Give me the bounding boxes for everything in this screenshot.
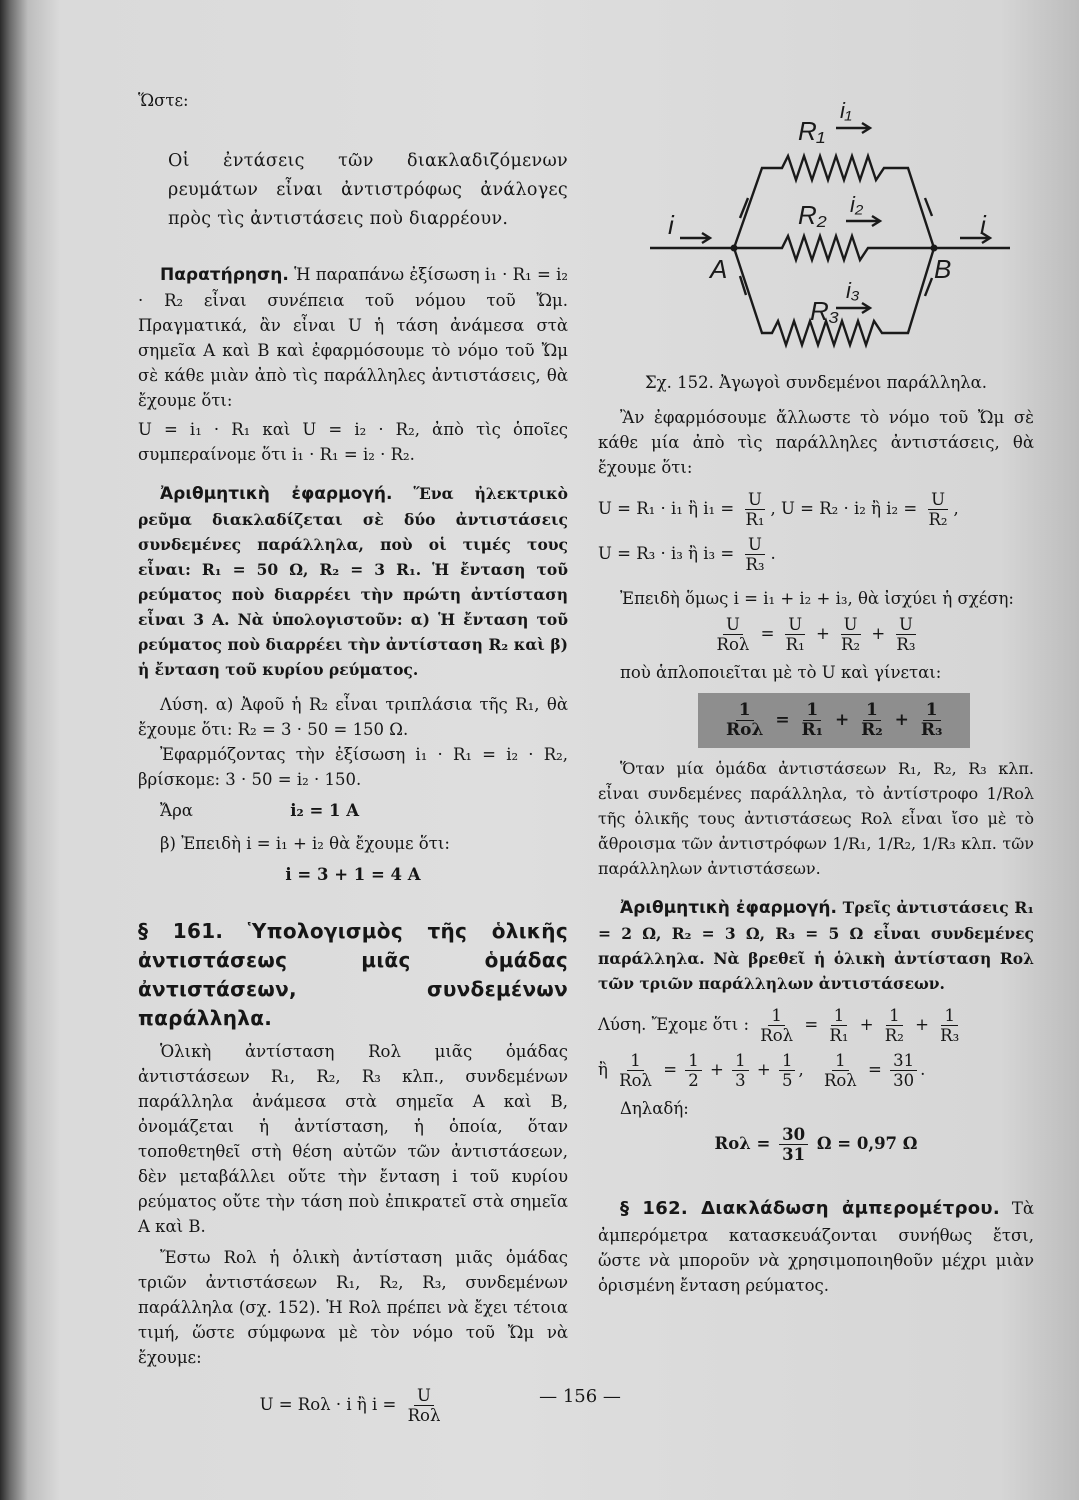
eq1-frac1: $\frac{U}{\text{R₁}}$	[745, 490, 765, 529]
label-r2: R₂	[798, 200, 827, 230]
eq2-a: U = R₃ · i₃ ἢ i₃ =	[598, 544, 735, 563]
right-solution-line: Λύση. Ἔχομε ὅτι : $\frac{1}{\text{Rολ}}$ = $\frac{1}{\text{R₁}}$ + $\frac{1}{\text{R₂}}$ + $\frac{1}{\text{R₃}}$	[598, 1006, 960, 1045]
figure-caption: Σχ. 152. Ἀγωγοὶ συνδεμένοι παράλληλα.	[644, 373, 988, 392]
therefore-word: Ἄρα	[160, 801, 193, 820]
therefore-line	[138, 798, 568, 823]
example-text: Ἕνα ἠλεκτρικὸ ρεῦμα διακλαδίζεται σὲ δύο ἀντιστάσεις συνδεμένες παράλληλα, ποὺ οἱ τιμές τους εἶναι: R₁ = 50 Ω, R₂ = 3 R₁. Ἡ ἔνταση τοῦ ρεύματος ποὺ διαρρέει τὴν πρώτη ἀντίσταση εἶναι 3 A. Νὰ ὑπολογιστοῦν: α) Ἡ ἔνταση τοῦ ρεύματος ποὺ διαρρέει τὴν ἀντίσταση R₂ καὶ β) ἡ ἔνταση τοῦ κυρίου ρεύματος.	[138, 484, 568, 679]
namely-line: Δηλαδή:	[620, 1099, 689, 1118]
final-result-value: = 0,97 Ω	[837, 1134, 918, 1153]
rule-statement: Οἱ ἐντάσεις τῶν διακλαδιζόμενων ρευμάτων εἶναι ἀντιστρόφως ἀνάλογες πρὸς τὶς ἀντιστάσεις ποὺ διαρρέουν.	[168, 151, 568, 229]
final-equation	[138, 1386, 568, 1425]
label-i1: i₁	[840, 98, 852, 123]
remark-equation: U = i₁ · R₁ καὶ U = i₂ · R₂, ἀπὸ τὶς ὁποῖες συμπεραίνομε ὅτι i₁ · R₁ = i₂ · R₂.	[138, 420, 568, 464]
label-r1: R₁	[798, 116, 825, 146]
eq1-a: U = R₁ · i₁ ἢ i₁ =	[598, 499, 735, 518]
label-i2: i₂	[850, 192, 864, 217]
eq-line-2: U = R₃ · i₃ ἢ i₃ = $\frac{U}{\text{R₃}}$ .	[598, 535, 776, 574]
section-161-title: § 161. Ὑπολογισμὸς τῆς ὁλικῆς ἀντιστάσεως μιᾶς ὁμάδας ἀντιστάσεων, συνδεμένων παράλληλα.	[138, 919, 568, 1030]
i-result: i = 3 + 1 = 4 A	[285, 865, 421, 884]
solution-a2: Ἐφαρμόζοντας τὴν ἐξίσωση i₁ · R₁ = i₂ · R₂, βρίσκομε: 3 · 50 = i₂ · 150.	[138, 745, 568, 789]
section-162-text: Τὰ ἀμπερόμετρα κατασκευάζονται συνήθως ἔτσι, ὥστε νὰ μποροῦν νὰ χρησιμοποιηθοῦν μέχρι μιὰν ὁρισμένη ἔνταση ρεύματος.	[598, 1199, 1034, 1295]
ohm-intro: Ἂν ἐφαρμόσουμε ἄλλωστε τὸ νόμο τοῦ Ὤμ σὲ κάθε μία ἀπὸ τὶς παράλληλες ἀντιστάσεις, θὰ ἔχουμε ὅτι:	[598, 408, 1034, 477]
label-i-in: i	[668, 210, 674, 240]
since-line: Ἐπειδὴ ὅμως i = i₁ + i₂ + i₃, θὰ ἰσχύει ἡ σχέση:	[620, 589, 1014, 608]
label-i3: i₃	[846, 278, 860, 303]
final-eq-num: U	[414, 1386, 434, 1406]
right-solution-lead: Λύση. Ἔχομε ὅτι :	[598, 1015, 750, 1034]
so-text: Ὥστε:	[138, 91, 189, 110]
final-result: Rολ = $\frac{30}{31}$ Ω = 0,97 Ω	[714, 1125, 918, 1164]
reciprocal-formula-box: $\frac{1}{\text{Rολ}}$ = $\frac{1}{\text{R₁}}$ + $\frac{1}{\text{R₂}}$ + $\frac{1}{\text{R₃}}$	[698, 693, 970, 748]
remark-title: Παρατήρηση.	[160, 265, 289, 285]
remark-paragraph	[138, 262, 568, 413]
label-node-b: B	[934, 254, 952, 284]
i2-result: i₂ = 1 A	[290, 801, 360, 820]
eq-line-1: U = R₁ · i₁ ἢ i₁ = $\frac{U}{\text{R₁}}$ , U = R₂ · i₂ ἢ i₂ = $\frac{U}{\text{R₂}}$ ,	[598, 490, 959, 529]
section-162	[598, 1194, 1034, 1298]
right-solution-line-2: ἢ $\frac{1}{\text{Rολ}}$ = $\frac{1}{2}$ + $\frac{1}{3}$ + $\frac{1}{5}$ , $\frac{1}{\text{Rολ}}$ = $\frac{31}{30}$ .	[598, 1051, 926, 1090]
final-eq-left: U = Rολ · i ἢ i =	[259, 1395, 397, 1414]
eq1-frac2: $\frac{U}{\text{R₂}}$	[928, 490, 948, 529]
example-title: Ἀριθμητικὴ ἐφαρμογή.	[160, 484, 393, 504]
final-eq-den: Rολ	[407, 1406, 441, 1425]
label-i-out: i	[980, 210, 986, 240]
simplify-line: ποὺ ἁπλοποιεῖται μὲ τὸ U καὶ γίνεται:	[620, 663, 942, 682]
section-161-p1: Ὁλικὴ ἀντίσταση Rολ μιᾶς ὁμάδας ἀντιστάσεων R₁, R₂, R₃ κλπ., συνδεμένων παράλληλα ἀνάμεσα στὰ σημεῖα A καὶ B, ὀνομάζεται ἡ ἀντίσταση, ἡ ὁποία, ὅταν τοποθετηθεῖ στὴ θέση αὐτῶν τῶν ἀντιστάσεων, δὲν μεταβάλλει οὔτε τὴν ἔνταση i τοῦ κυρίου ρεύματος οὔτε τὴν τάση ποὺ ἐπικρατεῖ στὰ σημεῖα A καὶ B.	[138, 1042, 568, 1236]
eq2-frac: $\frac{U}{\text{R₃}}$	[745, 535, 765, 574]
sum-equation: $\frac{U}{\text{Rολ}}$ = $\frac{U}{\text{R₁}}$ + $\frac{U}{\text{R₂}}$ + $\frac{U}{\text{R₃}}$	[716, 615, 916, 654]
solution-b: β) Ἐπειδὴ i = i₁ + i₂ θὰ ἔχουμε ὅτι:	[160, 834, 450, 853]
solution-a: Λύση. α) Ἀφοῦ ἡ R₂ εἶναι τριπλάσια τῆς R₁, θὰ ἔχουμε ὅτι: R₂ = 3 · 50 = 150 Ω.	[138, 695, 568, 739]
left-column	[138, 88, 568, 1425]
section-162-title: § 162. Διακλάδωση ἀμπερομέτρου.	[620, 1198, 1001, 1219]
parallel-rule: Ὅταν μία ὁμάδα ἀντιστάσεων R₁, R₂, R₃ κλπ. εἶναι συνδεμένες παράλληλα, τὸ ἀντίστροφο 1/Rολ τῆς ὁλικῆς τους ἀντιστάσεως Rολ εἶναι ἴσο μὲ τὸ ἄθροισμα τῶν ἀντιστρόφων 1/R₁, 1/R₂, 1/R₃ κλπ. τῶν παράλληλων ἀντιστάσεων.	[598, 759, 1034, 878]
label-node-a: A	[710, 254, 728, 284]
section-161-p2: Ἔστω Rολ ἡ ὁλικὴ ἀντίσταση μιᾶς ὁμάδας τριῶν ἀντιστάσεων R₁, R₂, R₃, συνδεμένων παράλληλα (σχ. 152). Ἡ Rολ πρέπει νὰ ἔχει τέτοια τιμή, ὥστε σύμφωνα μὲ τὸν νόμο τοῦ Ὤμ νὰ ἔχουμε:	[138, 1248, 568, 1367]
right-example-title: Ἀριθμητικὴ ἐφαρμογή.	[620, 898, 837, 918]
final-eq-fraction	[405, 1386, 444, 1425]
label-r3: R₃	[810, 296, 840, 326]
right-example-text: Τρεῖς ἀντιστάσεις R₁ = 2 Ω, R₂ = 3 Ω, R₃ = 5 Ω εἶναι συνδεμένες παράλληλα. Νὰ βρεθεῖ ἡ ὁλικὴ ἀντίσταση Rολ τῶν τριῶν παράλληλων ἀντιστάσεων.	[598, 898, 1034, 993]
page-number: — 156 —	[539, 1386, 621, 1407]
eq1-b: , U = R₂ · i₂ ἢ i₂ =	[770, 499, 918, 518]
right-example	[598, 895, 1034, 996]
example-paragraph	[138, 481, 568, 682]
remark-text: Ἡ παραπάνω ἐξίσωση i₁ · R₁ = i₂ · R₂ εἶναι συνέπεια τοῦ νόμου τοῦ Ὤμ. Πραγματικά, ἂν εἶναι U ἡ τάση ἀνάμεσα στὰ σημεῖα A καὶ B καὶ ἐφαρμόσουμε τὸ νόμο τοῦ Ὤμ σὲ κάθε μιὰν ἀπὸ τὶς παράλληλες ἀντιστάσεις, θὰ ἔχουμε ὅτι:	[138, 265, 568, 410]
right-column	[598, 80, 1034, 1298]
